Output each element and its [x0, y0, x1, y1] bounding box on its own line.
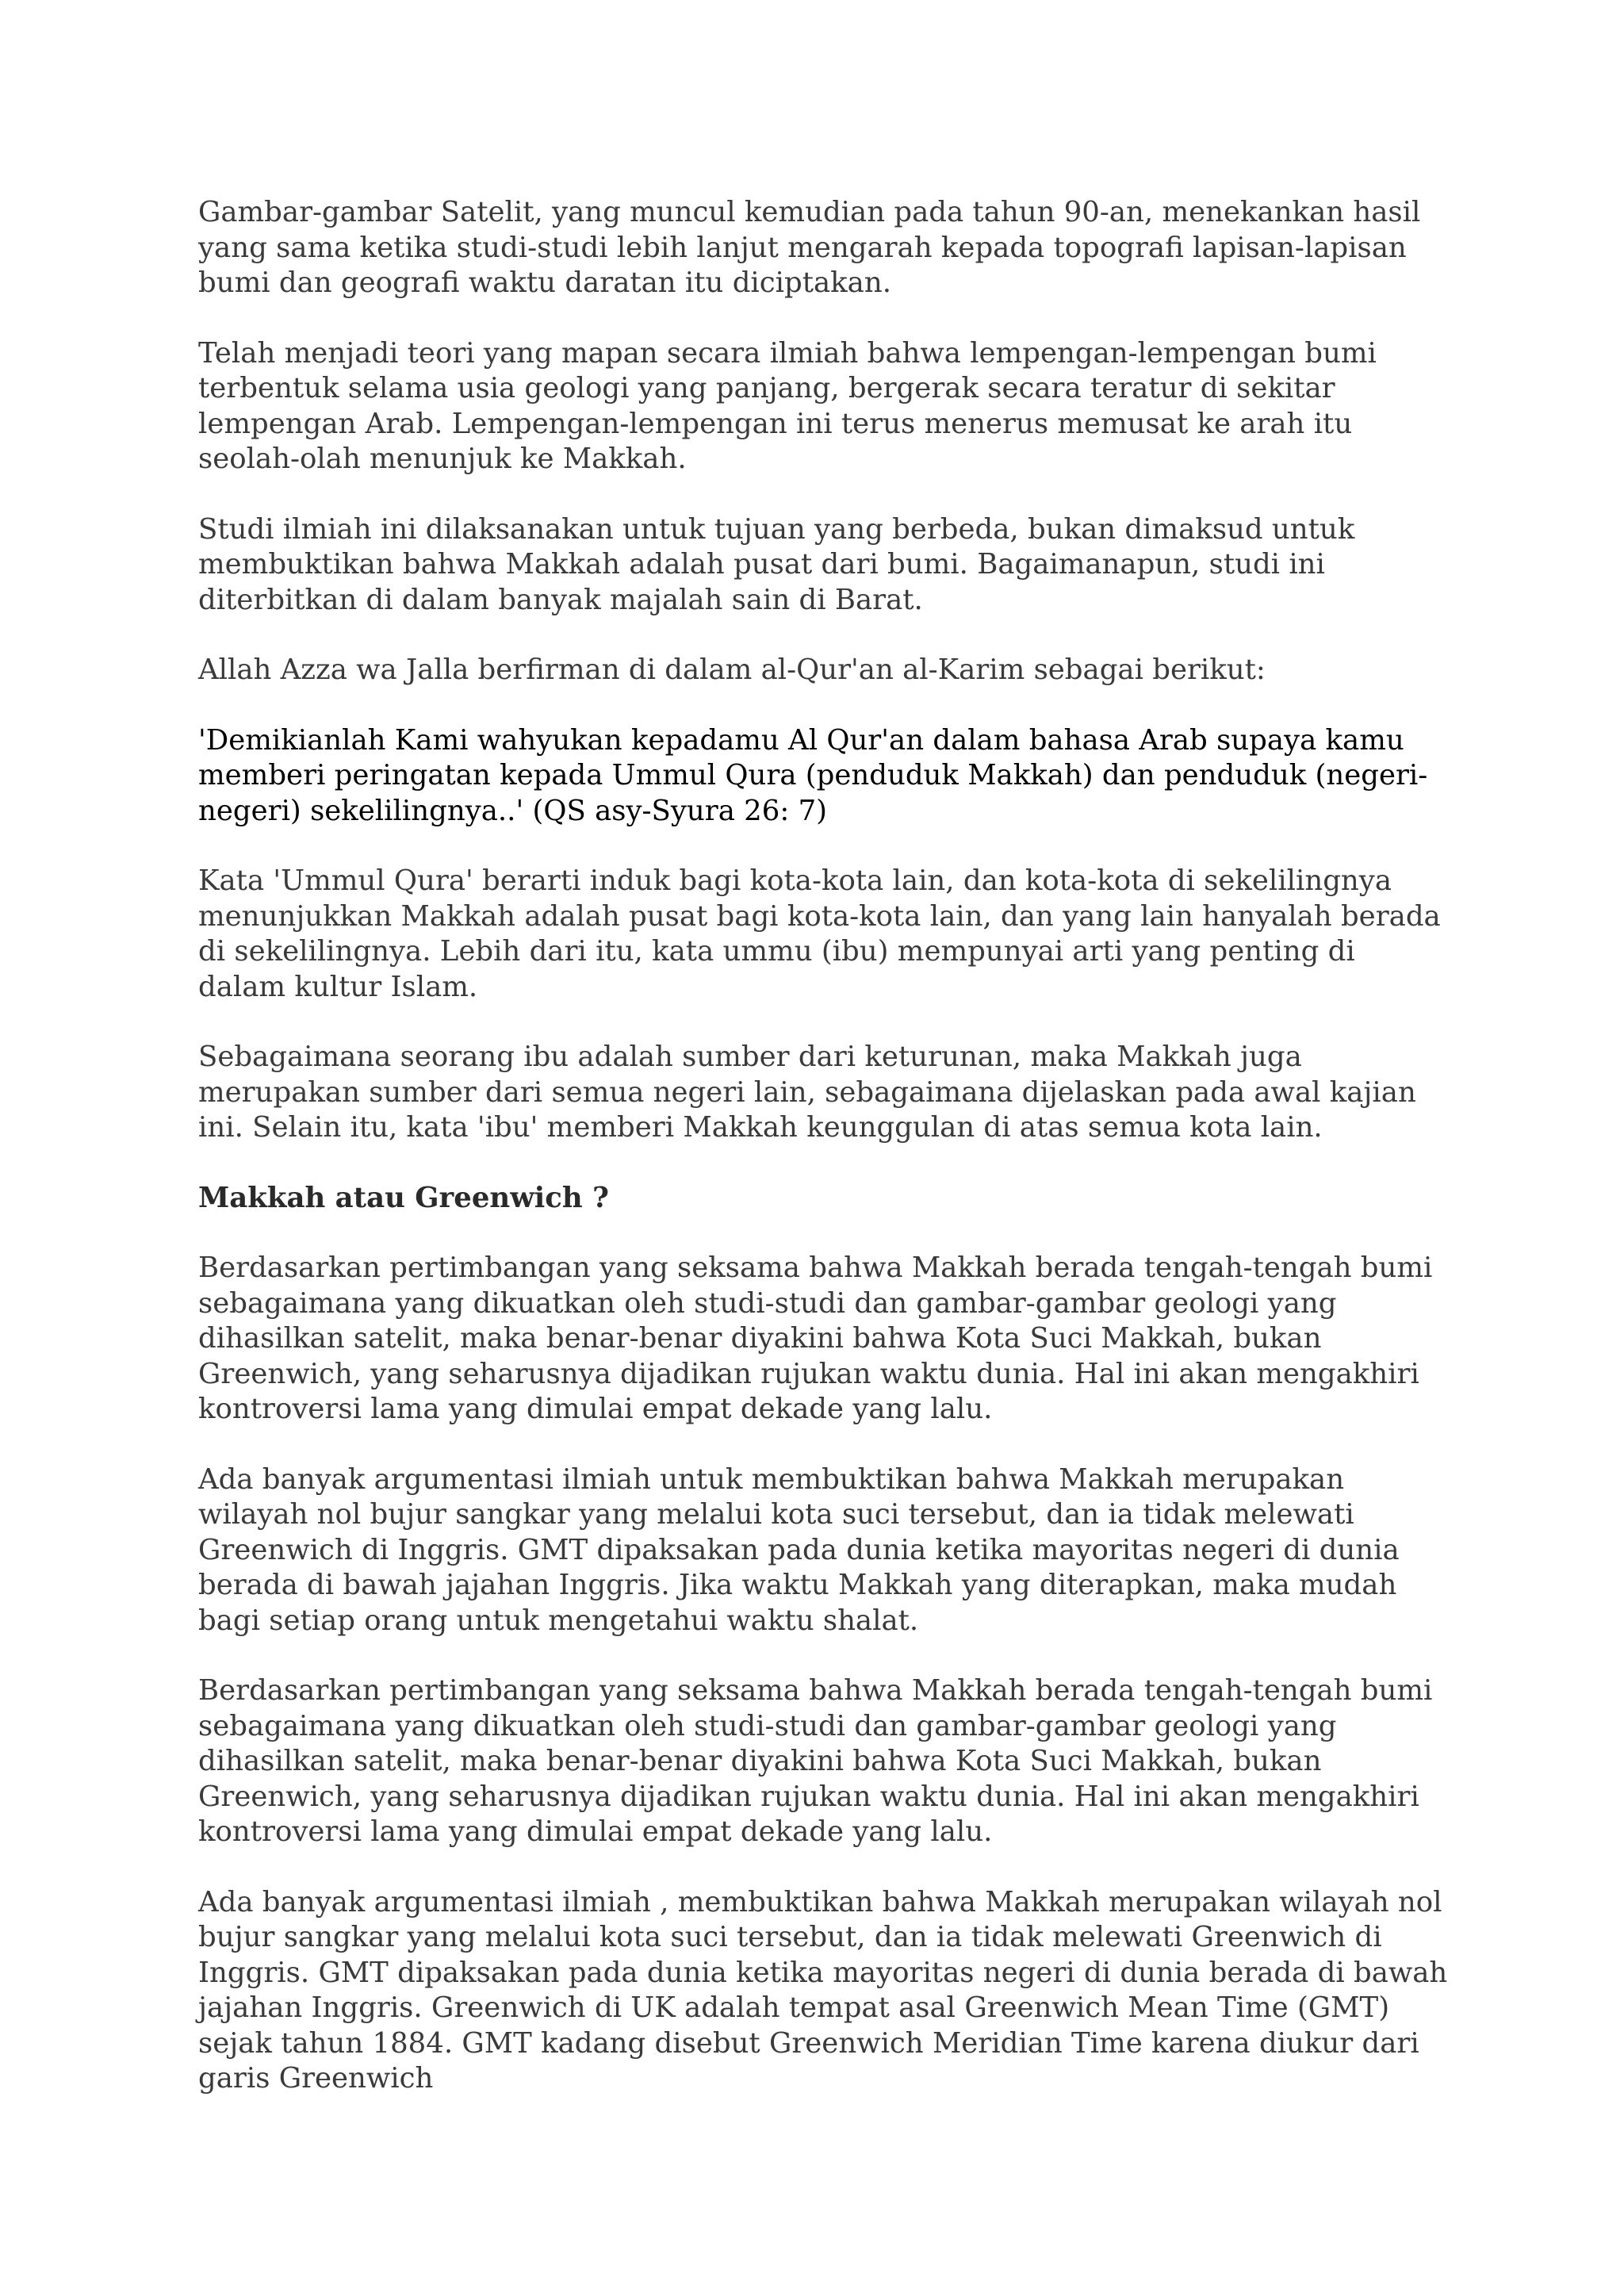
- paragraph-mother-source: Sebagaimana seorang ibu adalah sumber dari keturunan, maka Makkah juga merupakan sumber dari semua negeri lain, sebagaimana dijelaskan pada awal kajian ini. Selain itu, kata 'ibu' memberi Makkah keunggulan di atas semua kota lain.: [198, 1041, 1416, 1144]
- paragraph-consideration-1: Berdasarkan pertimbangan yang seksama bahwa Makkah berada tengah-tengah bumi sebagaimana yang dikuatkan oleh studi-studi dan gambar-gambar geologi yang dihasilkan satelit, maka benar-benar diyakini bahwa Kota Suci Makkah, bukan Greenwich, yang seharusnya dijadikan rujukan waktu dunia. Hal ini akan mengakhiri kontroversi lama yang dimulai empat dekade yang lalu.: [198, 1251, 1433, 1425]
- quran-quote: 'Demikianlah Kami wahyukan kepadamu Al Qur'an dalam bahasa Arab supaya kamu memberi peringatan kepada Ummul Qura (penduduk Makkah) dan penduduk (negeri-negeri) sekelilingnya..' (QS asy-Syura 26: 7): [198, 723, 1428, 827]
- paragraph-argumentation-2: Ada banyak argumentasi ilmiah , membuktikan bahwa Makkah merupakan wilayah nol bujur sangkar yang melalui kota suci tersebut, dan ia tidak melewati Greenwich di Inggris. GMT dipaksakan pada dunia ketika mayoritas negeri di dunia berada di bawah jajahan Inggris. Greenwich di UK adalah tempat asal Greenwich Mean Time (GMT) sejak tahun 1884. GMT kadang disebut Greenwich Meridian Time karena diukur dari garis Greenwich: [198, 1885, 1448, 2095]
- paragraph-scientific-study: Studi ilmiah ini dilaksanakan untuk tujuan yang berbeda, bukan dimaksud untuk membuktikan bahwa Makkah adalah pusat dari bumi. Bagaimanapun, studi ini diterbitkan di dalam banyak majalah sain di Barat.: [198, 512, 1355, 616]
- section-heading: Makkah atau Greenwich ?: [198, 1181, 609, 1214]
- document-page: [198, 195, 1451, 2132]
- paragraph-quran-intro: Allah Azza wa Jalla berfirman di dalam al-Qur'an al-Karim sebagai berikut:: [198, 654, 1266, 686]
- paragraph-plates-theory: Telah menjadi teori yang mapan secara ilmiah bahwa lempengan-lempengan bumi terbentuk selama usia geologi yang panjang, bergerak secara teratur di sekitar lempengan Arab. Lempengan-lempengan ini terus menerus memusat ke arah itu seolah-olah menunjuk ke Makkah.: [198, 336, 1377, 475]
- paragraph-satellite: Gambar-gambar Satelit, yang muncul kemudian pada tahun 90-an, menekankan hasil yang sama ketika studi-studi lebih lanjut mengarah kepada topografi lapisan-lapisan bumi dan geografi waktu daratan itu diciptakan.: [198, 196, 1421, 299]
- paragraph-consideration-2: Berdasarkan pertimbangan yang seksama bahwa Makkah berada tengah-tengah bumi sebagaimana yang dikuatkan oleh studi-studi dan gambar-gambar geologi yang dihasilkan satelit, maka benar-benar diyakini bahwa Kota Suci Makkah, bukan Greenwich, yang seharusnya dijadikan rujukan waktu dunia. Hal ini akan mengakhiri kontroversi lama yang dimulai empat dekade yang lalu.: [198, 1674, 1433, 1848]
- paragraph-ummul-qura: Kata 'Ummul Qura' berarti induk bagi kota-kota lain, dan kota-kota di sekelilingnya menunjukkan Makkah adalah pusat bagi kota-kota lain, dan yang lain hanyalah berada di sekelilingnya. Lebih dari itu, kata ummu (ibu) mempunyai arti yang penting di dalam kultur Islam.: [198, 864, 1441, 1003]
- paragraph-argumentation-1: Ada banyak argumentasi ilmiah untuk membuktikan bahwa Makkah merupakan wilayah nol bujur sangkar yang melalui kota suci tersebut, dan ia tidak melewati Greenwich di Inggris. GMT dipaksakan pada dunia ketika mayoritas negeri di dunia berada di bawah jajahan Inggris. Jika waktu Makkah yang diterapkan, maka mudah bagi setiap orang untuk mengetahui waktu shalat.: [198, 1462, 1400, 1637]
